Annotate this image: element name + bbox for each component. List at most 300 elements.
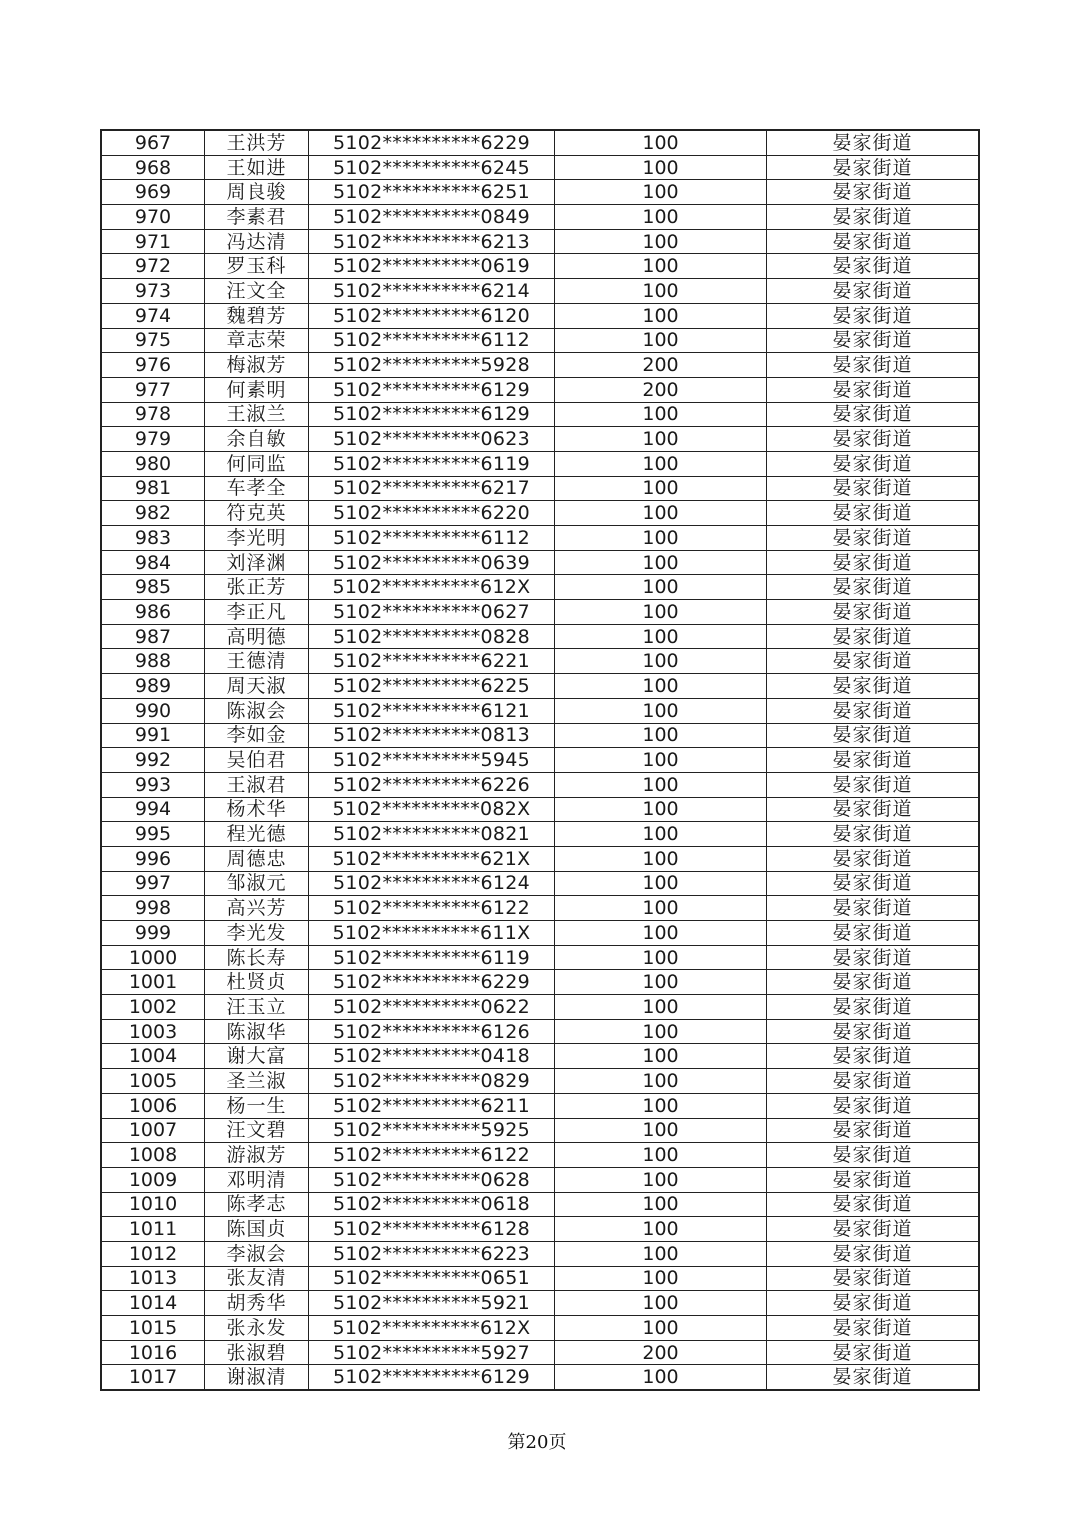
amount-cell: 100 [555,600,767,625]
id-number-cell: 5102**********0628 [309,1167,555,1192]
amount-cell: 100 [555,550,767,575]
name-cell: 吴伯君 [205,748,309,773]
area-cell: 晏家街道 [767,427,980,452]
name-cell: 杨一生 [205,1093,309,1118]
name-cell: 陈淑会 [205,698,309,723]
amount-cell: 100 [555,303,767,328]
row-number-cell: 1014 [101,1291,205,1316]
area-cell: 晏家街道 [767,1019,980,1044]
amount-cell: 100 [555,649,767,674]
row-number-cell: 1015 [101,1316,205,1341]
name-cell: 李光明 [205,526,309,551]
table-row [101,1241,979,1266]
row-number-cell: 993 [101,772,205,797]
area-cell: 晏家街道 [767,822,980,847]
row-number-cell: 1017 [101,1365,205,1390]
row-number-cell: 987 [101,624,205,649]
row-number-cell: 973 [101,279,205,304]
id-number-cell: 5102**********0622 [309,995,555,1020]
amount-cell: 100 [555,1143,767,1168]
row-number-cell: 984 [101,550,205,575]
amount-cell: 100 [555,1093,767,1118]
row-number-cell: 997 [101,871,205,896]
id-number-cell: 5102**********0627 [309,600,555,625]
id-number-cell: 5102**********6121 [309,698,555,723]
table-row [101,871,979,896]
amount-cell: 100 [555,1069,767,1094]
row-number-cell: 998 [101,896,205,921]
id-number-cell: 5102**********6119 [309,945,555,970]
row-number-cell: 982 [101,501,205,526]
name-cell: 李正凡 [205,600,309,625]
name-cell: 周德忠 [205,846,309,871]
table-row [101,698,979,723]
row-number-cell: 995 [101,822,205,847]
amount-cell: 100 [555,526,767,551]
amount-cell: 100 [555,921,767,946]
area-cell: 晏家街道 [767,476,980,501]
row-number-cell: 1016 [101,1340,205,1365]
area-cell: 晏家街道 [767,1118,980,1143]
id-number-cell: 5102**********0618 [309,1192,555,1217]
amount-cell: 100 [555,1192,767,1217]
name-cell: 王淑君 [205,772,309,797]
area-cell: 晏家街道 [767,328,980,353]
row-number-cell: 994 [101,797,205,822]
area-cell: 晏家街道 [767,180,980,205]
area-cell: 晏家街道 [767,723,980,748]
name-cell: 余自敏 [205,427,309,452]
table-row [101,1044,979,1069]
amount-cell: 100 [555,1365,767,1390]
area-cell: 晏家街道 [767,575,980,600]
area-cell: 晏家街道 [767,1069,980,1094]
table-row [101,205,979,230]
row-number-cell: 1003 [101,1019,205,1044]
area-cell: 晏家街道 [767,402,980,427]
name-cell: 周良骏 [205,180,309,205]
area-cell: 晏家街道 [767,1266,980,1291]
name-cell: 汪文全 [205,279,309,304]
name-cell: 圣兰淑 [205,1069,309,1094]
name-cell: 梅淑芳 [205,353,309,378]
table-row [101,1069,979,1094]
table-row [101,501,979,526]
amount-cell: 100 [555,1167,767,1192]
table-row [101,822,979,847]
table-row [101,155,979,180]
id-number-cell: 5102**********6124 [309,871,555,896]
name-cell: 章志荣 [205,328,309,353]
table-row [101,1365,979,1390]
name-cell: 王德清 [205,649,309,674]
area-cell: 晏家街道 [767,1044,980,1069]
table-row [101,1167,979,1192]
table-row [101,674,979,699]
amount-cell: 100 [555,772,767,797]
table-row [101,1118,979,1143]
area-cell: 晏家街道 [767,1143,980,1168]
id-number-cell: 5102**********6126 [309,1019,555,1044]
area-cell: 晏家街道 [767,698,980,723]
area-cell: 晏家街道 [767,674,980,699]
id-number-cell: 5102**********0619 [309,254,555,279]
table-row [101,353,979,378]
amount-cell: 100 [555,748,767,773]
id-number-cell: 5102**********0849 [309,205,555,230]
id-number-cell: 5102**********6221 [309,649,555,674]
amount-cell: 100 [555,624,767,649]
table-row [101,772,979,797]
id-number-cell: 5102**********6220 [309,501,555,526]
amount-cell: 100 [555,501,767,526]
table-row [101,723,979,748]
id-number-cell: 5102**********0651 [309,1266,555,1291]
roster-table-body [101,130,979,1390]
amount-cell: 100 [555,254,767,279]
area-cell: 晏家街道 [767,451,980,476]
amount-cell: 100 [555,130,767,155]
row-number-cell: 992 [101,748,205,773]
name-cell: 陈淑华 [205,1019,309,1044]
name-cell: 杜贤贞 [205,970,309,995]
name-cell: 汪文碧 [205,1118,309,1143]
row-number-cell: 1000 [101,945,205,970]
area-cell: 晏家街道 [767,600,980,625]
area-cell: 晏家街道 [767,995,980,1020]
row-number-cell: 974 [101,303,205,328]
name-cell: 游淑芳 [205,1143,309,1168]
table-row [101,526,979,551]
amount-cell: 100 [555,205,767,230]
name-cell: 李光发 [205,921,309,946]
row-number-cell: 1006 [101,1093,205,1118]
table-row [101,476,979,501]
area-cell: 晏家街道 [767,649,980,674]
area-cell: 晏家街道 [767,279,980,304]
name-cell: 李如金 [205,723,309,748]
id-number-cell: 5102**********6226 [309,772,555,797]
name-cell: 魏碧芳 [205,303,309,328]
table-row [101,1217,979,1242]
id-number-cell: 5102**********6214 [309,279,555,304]
table-row [101,1192,979,1217]
area-cell: 晏家街道 [767,1093,980,1118]
area-cell: 晏家街道 [767,526,980,551]
id-number-cell: 5102**********6129 [309,377,555,402]
id-number-cell: 5102**********0821 [309,822,555,847]
amount-cell: 100 [555,1316,767,1341]
id-number-cell: 5102**********0829 [309,1069,555,1094]
id-number-cell: 5102**********0828 [309,624,555,649]
area-cell: 晏家街道 [767,871,980,896]
name-cell: 何同监 [205,451,309,476]
id-number-cell: 5102**********6120 [309,303,555,328]
name-cell: 王如进 [205,155,309,180]
area-cell: 晏家街道 [767,1291,980,1316]
name-cell: 何素明 [205,377,309,402]
name-cell: 李淑会 [205,1241,309,1266]
table-row [101,575,979,600]
amount-cell: 100 [555,1019,767,1044]
amount-cell: 200 [555,377,767,402]
table-row [101,970,979,995]
amount-cell: 100 [555,871,767,896]
name-cell: 王淑兰 [205,402,309,427]
id-number-cell: 5102**********621X [309,846,555,871]
name-cell: 冯达清 [205,229,309,254]
amount-cell: 100 [555,822,767,847]
amount-cell: 100 [555,1291,767,1316]
area-cell: 晏家街道 [767,501,980,526]
table-row [101,229,979,254]
name-cell: 程光德 [205,822,309,847]
table-row [101,279,979,304]
amount-cell: 100 [555,1217,767,1242]
name-cell: 张友清 [205,1266,309,1291]
roster-table [100,129,980,1391]
area-cell: 晏家街道 [767,1192,980,1217]
id-number-cell: 5102**********6211 [309,1093,555,1118]
name-cell: 杨术华 [205,797,309,822]
row-number-cell: 979 [101,427,205,452]
amount-cell: 100 [555,476,767,501]
row-number-cell: 1013 [101,1266,205,1291]
id-number-cell: 5102**********6217 [309,476,555,501]
table-row [101,1093,979,1118]
row-number-cell: 1008 [101,1143,205,1168]
table-row [101,1266,979,1291]
amount-cell: 100 [555,402,767,427]
id-number-cell: 5102**********6112 [309,526,555,551]
name-cell: 张永发 [205,1316,309,1341]
name-cell: 邹淑元 [205,871,309,896]
area-cell: 晏家街道 [767,945,980,970]
name-cell: 高明德 [205,624,309,649]
id-number-cell: 5102**********5927 [309,1340,555,1365]
area-cell: 晏家街道 [767,921,980,946]
area-cell: 晏家街道 [767,550,980,575]
row-number-cell: 1011 [101,1217,205,1242]
id-number-cell: 5102**********612X [309,1316,555,1341]
table-row [101,748,979,773]
row-number-cell: 975 [101,328,205,353]
table-row [101,945,979,970]
row-number-cell: 988 [101,649,205,674]
area-cell: 晏家街道 [767,1167,980,1192]
amount-cell: 100 [555,328,767,353]
row-number-cell: 985 [101,575,205,600]
table-row [101,624,979,649]
name-cell: 邓明清 [205,1167,309,1192]
name-cell: 张淑碧 [205,1340,309,1365]
amount-cell: 100 [555,674,767,699]
table-row [101,328,979,353]
amount-cell: 100 [555,1118,767,1143]
area-cell: 晏家街道 [767,377,980,402]
id-number-cell: 5102**********6112 [309,328,555,353]
amount-cell: 100 [555,229,767,254]
row-number-cell: 989 [101,674,205,699]
area-cell: 晏家街道 [767,254,980,279]
table-row [101,846,979,871]
name-cell: 汪玉立 [205,995,309,1020]
table-row [101,180,979,205]
row-number-cell: 1007 [101,1118,205,1143]
amount-cell: 100 [555,995,767,1020]
row-number-cell: 1004 [101,1044,205,1069]
row-number-cell: 990 [101,698,205,723]
row-number-cell: 1012 [101,1241,205,1266]
id-number-cell: 5102**********6213 [309,229,555,254]
table-row [101,921,979,946]
table-row [101,797,979,822]
id-number-cell: 5102**********6129 [309,1365,555,1390]
id-number-cell: 5102**********6122 [309,896,555,921]
amount-cell: 100 [555,797,767,822]
table-row [101,896,979,921]
area-cell: 晏家街道 [767,772,980,797]
id-number-cell: 5102**********6119 [309,451,555,476]
table-row [101,402,979,427]
table-row [101,451,979,476]
amount-cell: 100 [555,1241,767,1266]
row-number-cell: 999 [101,921,205,946]
id-number-cell: 5102**********6225 [309,674,555,699]
id-number-cell: 5102**********611X [309,921,555,946]
id-number-cell: 5102**********5925 [309,1118,555,1143]
amount-cell: 100 [555,945,767,970]
table-row [101,427,979,452]
table-row [101,303,979,328]
id-number-cell: 5102**********6129 [309,402,555,427]
table-row [101,995,979,1020]
area-cell: 晏家街道 [767,1365,980,1390]
row-number-cell: 1010 [101,1192,205,1217]
amount-cell: 100 [555,279,767,304]
id-number-cell: 5102**********6128 [309,1217,555,1242]
name-cell: 张正芳 [205,575,309,600]
id-number-cell: 5102**********0623 [309,427,555,452]
id-number-cell: 5102**********612X [309,575,555,600]
name-cell: 谢大富 [205,1044,309,1069]
row-number-cell: 967 [101,130,205,155]
id-number-cell: 5102**********082X [309,797,555,822]
area-cell: 晏家街道 [767,1316,980,1341]
row-number-cell: 971 [101,229,205,254]
row-number-cell: 991 [101,723,205,748]
id-number-cell: 5102**********6122 [309,1143,555,1168]
table-row [101,1143,979,1168]
row-number-cell: 983 [101,526,205,551]
page-number: 第20页 [507,1432,567,1453]
amount-cell: 100 [555,451,767,476]
row-number-cell: 980 [101,451,205,476]
area-cell: 晏家街道 [767,130,980,155]
amount-cell: 100 [555,1044,767,1069]
area-cell: 晏家街道 [767,624,980,649]
amount-cell: 200 [555,353,767,378]
id-number-cell: 5102**********5928 [309,353,555,378]
row-number-cell: 969 [101,180,205,205]
area-cell: 晏家街道 [767,1340,980,1365]
id-number-cell: 5102**********0639 [309,550,555,575]
amount-cell: 100 [555,970,767,995]
id-number-cell: 5102**********6223 [309,1241,555,1266]
table-row [101,1291,979,1316]
table-row [101,130,979,155]
id-number-cell: 5102**********5921 [309,1291,555,1316]
id-number-cell: 5102**********6229 [309,970,555,995]
id-number-cell: 5102**********6229 [309,130,555,155]
row-number-cell: 981 [101,476,205,501]
area-cell: 晏家街道 [767,970,980,995]
table-row [101,1340,979,1365]
name-cell: 胡秀华 [205,1291,309,1316]
amount-cell: 100 [555,896,767,921]
row-number-cell: 1009 [101,1167,205,1192]
amount-cell: 100 [555,155,767,180]
id-number-cell: 5102**********5945 [309,748,555,773]
area-cell: 晏家街道 [767,1241,980,1266]
row-number-cell: 978 [101,402,205,427]
name-cell: 车孝全 [205,476,309,501]
id-number-cell: 5102**********0418 [309,1044,555,1069]
table-row [101,254,979,279]
row-number-cell: 972 [101,254,205,279]
area-cell: 晏家街道 [767,205,980,230]
amount-cell: 100 [555,427,767,452]
name-cell: 王洪芳 [205,130,309,155]
area-cell: 晏家街道 [767,797,980,822]
name-cell: 符克英 [205,501,309,526]
row-number-cell: 996 [101,846,205,871]
row-number-cell: 1002 [101,995,205,1020]
amount-cell: 100 [555,698,767,723]
area-cell: 晏家街道 [767,155,980,180]
amount-cell: 100 [555,575,767,600]
row-number-cell: 976 [101,353,205,378]
name-cell: 刘泽渊 [205,550,309,575]
row-number-cell: 1005 [101,1069,205,1094]
name-cell: 罗玉科 [205,254,309,279]
row-number-cell: 986 [101,600,205,625]
amount-cell: 100 [555,846,767,871]
area-cell: 晏家街道 [767,229,980,254]
amount-cell: 200 [555,1340,767,1365]
name-cell: 高兴芳 [205,896,309,921]
table-row [101,1316,979,1341]
name-cell: 陈国贞 [205,1217,309,1242]
area-cell: 晏家街道 [767,1217,980,1242]
id-number-cell: 5102**********0813 [309,723,555,748]
area-cell: 晏家街道 [767,846,980,871]
area-cell: 晏家街道 [767,353,980,378]
table-row [101,550,979,575]
area-cell: 晏家街道 [767,748,980,773]
row-number-cell: 1001 [101,970,205,995]
table-row [101,1019,979,1044]
area-cell: 晏家街道 [767,896,980,921]
table-row [101,600,979,625]
row-number-cell: 970 [101,205,205,230]
name-cell: 陈长寿 [205,945,309,970]
amount-cell: 100 [555,180,767,205]
name-cell: 陈孝志 [205,1192,309,1217]
area-cell: 晏家街道 [767,303,980,328]
id-number-cell: 5102**********6245 [309,155,555,180]
name-cell: 周天淑 [205,674,309,699]
